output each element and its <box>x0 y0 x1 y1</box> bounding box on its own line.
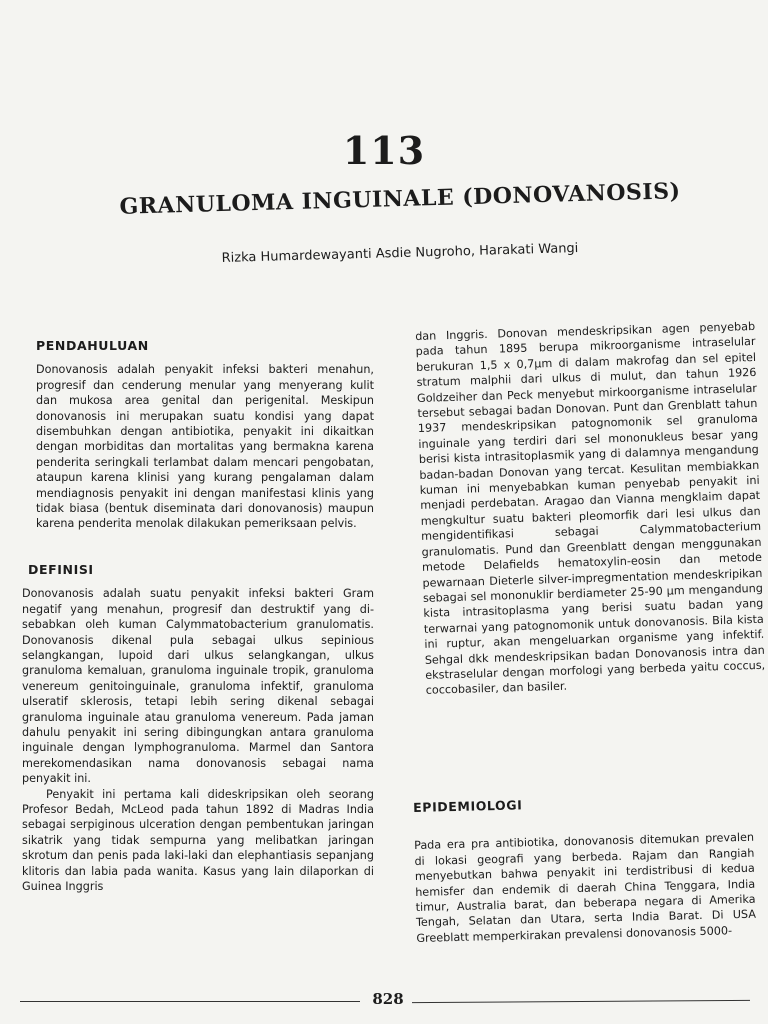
definisi-paragraph-1: Donovanosis adalah suatu penyakit infeksi bakteri Gram negatif yang menahun, progresif dan destruktif yang di-sebabkan oleh kuman Calymmatobacterium granulomatis. Donovanosis dikenal pula sebagai ulkus sepinious selangkangan, lupoid dari ulkus selangkangan, ulkus granuloma kemaluan, granuloma inguinale tropik, granuloma venereum genitoinguinale, granuloma infektif, granuloma ulseratif sklerosis, tetapi lebih sering dikenal sebagai granuloma inguinale atau granuloma venereum. Pada jaman dahulu penyakit ini sering dibingungkan antara granuloma inguinale dengan lymphogranuloma. Marmel dan Santora merekomendasikan nama donovanosis sebagai nama penyakit ini. <box>22 587 374 786</box>
footer-rule-right <box>412 1000 750 1003</box>
epidemiologi-paragraph: Pada era pra antibiotika, donovanosis ditemukan prevalen di lokasi geografi yang berbeda. Rajam dan Rangiah menyebutkan bahwa penyakit ini terdistribusi di kedua hemisfer dan endemik di daerah China Tenggara, India timur, Australia barat, dan beberapa negara di Amerika Tengah, Selatan dan Utara, serta India Barat. Di USA Greeblatt memperkirakan prevalensi donovanosis 5000- <box>413 831 757 945</box>
right-column <box>415 319 766 699</box>
page-number: 828 <box>372 990 404 1008</box>
donovan-history-paragraph: dan Inggris. Donovan mendeskripsikan agen penyebab pada tahun 1895 berupa mikroorganisme intraselular berukuran 1,5 x 0,7μm di dalam makrofag dan sel epitel stratum malphii dari ulkus di mulut, dan tahun 1926 Goldzeiher dan Peck menyebut mirkoorganisme intraselular tersebut sebagai badan Donovan. Punt dan Grenblatt tahun 1937 mendeskripsikan patognomonik sel granuloma inguinale yang terdiri dari sel mononukleus besar yang berisi kista intrasitoplasmik yang di dalamnya mengandung badan-badan Donovan yang tercat. Kesulitan membiakkan kuman ini menyebabkan kuman penyebab penyakit ini menjadi perdebatan. Aragao dan Vianna mengklaim dapat mengkultur suatu bakteri pleomorfik dari lesi ulkus dan mengidentifikasi sebagai Calymmatobacterium granulomatis. Pund dan Greenblatt dengan menggunakan metode Delafields hematoxylin-eosin dan metode pewarnaan Dieterle silver-impregmentation mendeskripikan sebagai sel mononuklir berdiameter 25-90 μm mengandung kista intrasitoplasma yang berisi suatu badan yang terwarnai yang patognomonik untuk donovanosis. Bila kista ini ruptur, akan mengeluarkan organisme yang infektif. Sehgal dkk mendeskripsikan badan Donovanosis intra dan ekstraselular dengan morfologi yang berbeda yaitu coccus, coccobasiler, dan basiler. <box>415 319 766 698</box>
heading-epidemiologi: EPIDEMIOLOGI <box>413 797 523 815</box>
chapter-number: 113 <box>342 128 426 173</box>
heading-definisi: DEFINISI <box>28 561 94 577</box>
right-column-epidemiologi <box>413 792 756 947</box>
heading-pendahuluan: PENDAHULUAN <box>36 338 149 353</box>
footer-rule-left <box>20 1001 360 1002</box>
definisi-paragraph-2: Penyakit ini pertama kali dideskripsikan oleh seorang Profesor Bedah, McLeod pada tahun 1892 di Madras India sebagai serpiginous ulceration dengan pembentukan jaringan sikatrik yang tidak sempurna yang melibatkan jaringan skrotum dan penis pada laki-laki dan elephantiasis sepanjang klitoris dan labia pada wanita. Kasus yang lain dilaporkan di Guinea Inggris <box>22 787 374 893</box>
pendahuluan-paragraph: Donovanosis adalah penyakit infeksi bakteri menahun, progresif dan cenderung menular yang menyerang kulit dan mukosa area genital dan perigenital. Meskipun donovanosis ini merupakan suatu kondisi yang dapat disembuhkan dengan antibiotika, penyakit ini dikaitkan dengan morbiditas dan mortalitas yang bermakna karena penderita seringkali terlambat dalam mencari pengobatan, ataupun karena klinisi yang kurang pengalaman dalam mendiagnosis penyakit ini dengan manifestasi klinis yang tidak biasa (bentuk diseminata dari donovanosis) maupun karena penderita menolak dilakukan pemeriksaan pelvis. <box>36 363 374 531</box>
left-column <box>22 338 374 894</box>
chapter-authors: Rizka Humardewayanti Asdie Nugroho, Harakati Wangi <box>221 241 579 266</box>
chapter-title: GRANULOMA INGUINALE (DONOVANOSIS) <box>119 178 681 220</box>
